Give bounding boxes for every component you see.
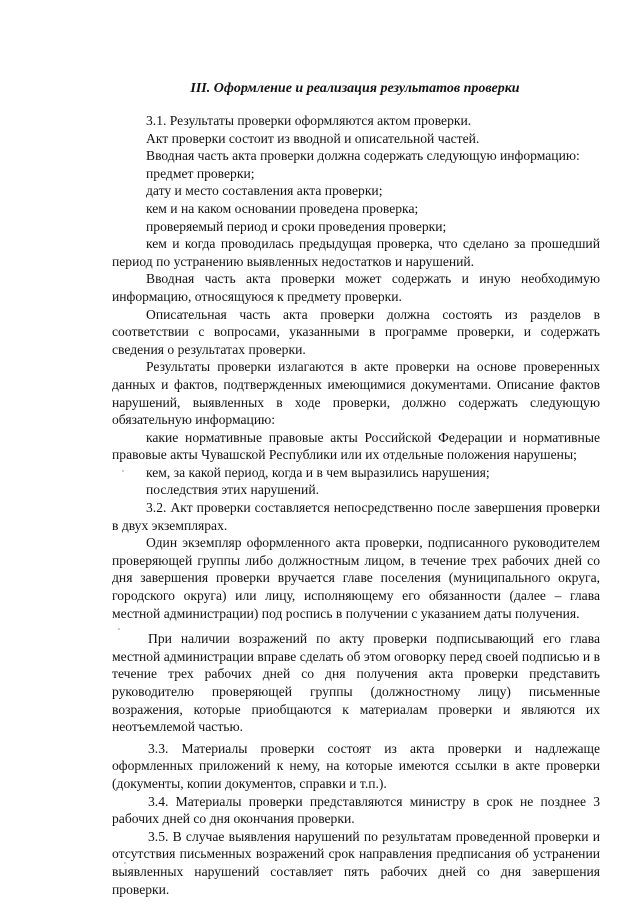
list-item: дату и место составления акта проверки; xyxy=(146,183,383,199)
paragraph: Результаты проверки излагаются в акте проверки на основе проверенных данных и фактов, подтвержденных имеющимися документами. Описание фактов нарушений, выявленных в ходе проверки, должно содержать следующую обязательную информацию: xyxy=(112,359,600,428)
scan-speck xyxy=(122,470,124,472)
scan-speck xyxy=(124,862,126,864)
section-title: III. Оформление и реализация результатов проверки xyxy=(190,81,520,96)
paragraph: 3.3. Материалы проверки состоят из акта проверки и надлежаще оформленных приложений к нему, на которые имеются ссылки в акте проверки (документы, копии документов, справки и т.п.). xyxy=(112,740,600,791)
list-item: кем и на каком основании проведена проверка; xyxy=(146,200,419,216)
paragraph: Вводная часть акта проверки должна содержать следующую информацию: xyxy=(146,148,580,164)
list-item: какие нормативные правовые акты Российской Федерации и нормативные правовые акты Чувашской Республики или их отдельные положения нарушены; xyxy=(112,429,600,463)
paragraph: Вводная часть акта проверки может содержать и иную необходимую информацию, относящуюся к предмету проверки. xyxy=(112,271,600,304)
paragraph: Акт проверки состоит из вводной и описательной частей. xyxy=(146,130,480,146)
list-item: кем, за какой период, когда и в чем выразились нарушения; xyxy=(146,464,490,480)
scan-speck xyxy=(118,628,120,630)
paragraph: 3.2. Акт проверки составляется непосредственно после завершения проверки в двух экземплярах. xyxy=(112,500,600,533)
list-item: проверяемый период и сроки проведения проверки; xyxy=(146,218,447,234)
paragraph: При наличии возражений по акту проверки подписывающий его глава местной администрации вправе сделать об этом оговорку перед своей подписью и в течение трех рабочих дней со дня получения акта проверки представить руководителю проверяющей группы (должностному лицу) письменные возражения, которые приобщаются к материалам проверки и являются их неотъемлемой частью. xyxy=(112,631,600,735)
paragraph: 3.1. Результаты проверки оформляются актом проверки. xyxy=(146,113,472,128)
paragraph: 3.5. В случае выявления нарушений по результатам проведенной проверки и отсутствия письменных возражений срок направления предписания об устранении выявленных нарушений составляет пять рабочих дней со дня завершения проверки. xyxy=(112,828,600,897)
list-item: кем и когда проводилась предыдущая проверка, что сделано за прошедший период по устранению выявленных недостатков и нарушений. xyxy=(112,236,600,269)
paragraph: Один экземпляр оформленного акта проверки, подписанного руководителем проверяющей группы либо должностным лицом, в течение трех рабочих дней со дня завершения проверки вручается главе поселения (муниципального округа, городского округа) или лицу, исполняющему его обязанности (далее – глава местной администрации) под роспись в получении с указанием даты получения. xyxy=(112,535,600,621)
list-item: последствия этих нарушений. xyxy=(146,482,320,498)
document-body xyxy=(112,112,600,898)
list-item: предмет проверки; xyxy=(146,165,255,181)
paragraph: 3.4. Материалы проверки представляются министру в срок не позднее 3 рабочих дней со дня окончания проверки. xyxy=(112,793,600,827)
paragraph: Описательная часть акта проверки должна состоять из разделов в соответствии с вопросами, указанными в программе проверки, и содержать сведения о результатах проверки. xyxy=(112,306,600,357)
